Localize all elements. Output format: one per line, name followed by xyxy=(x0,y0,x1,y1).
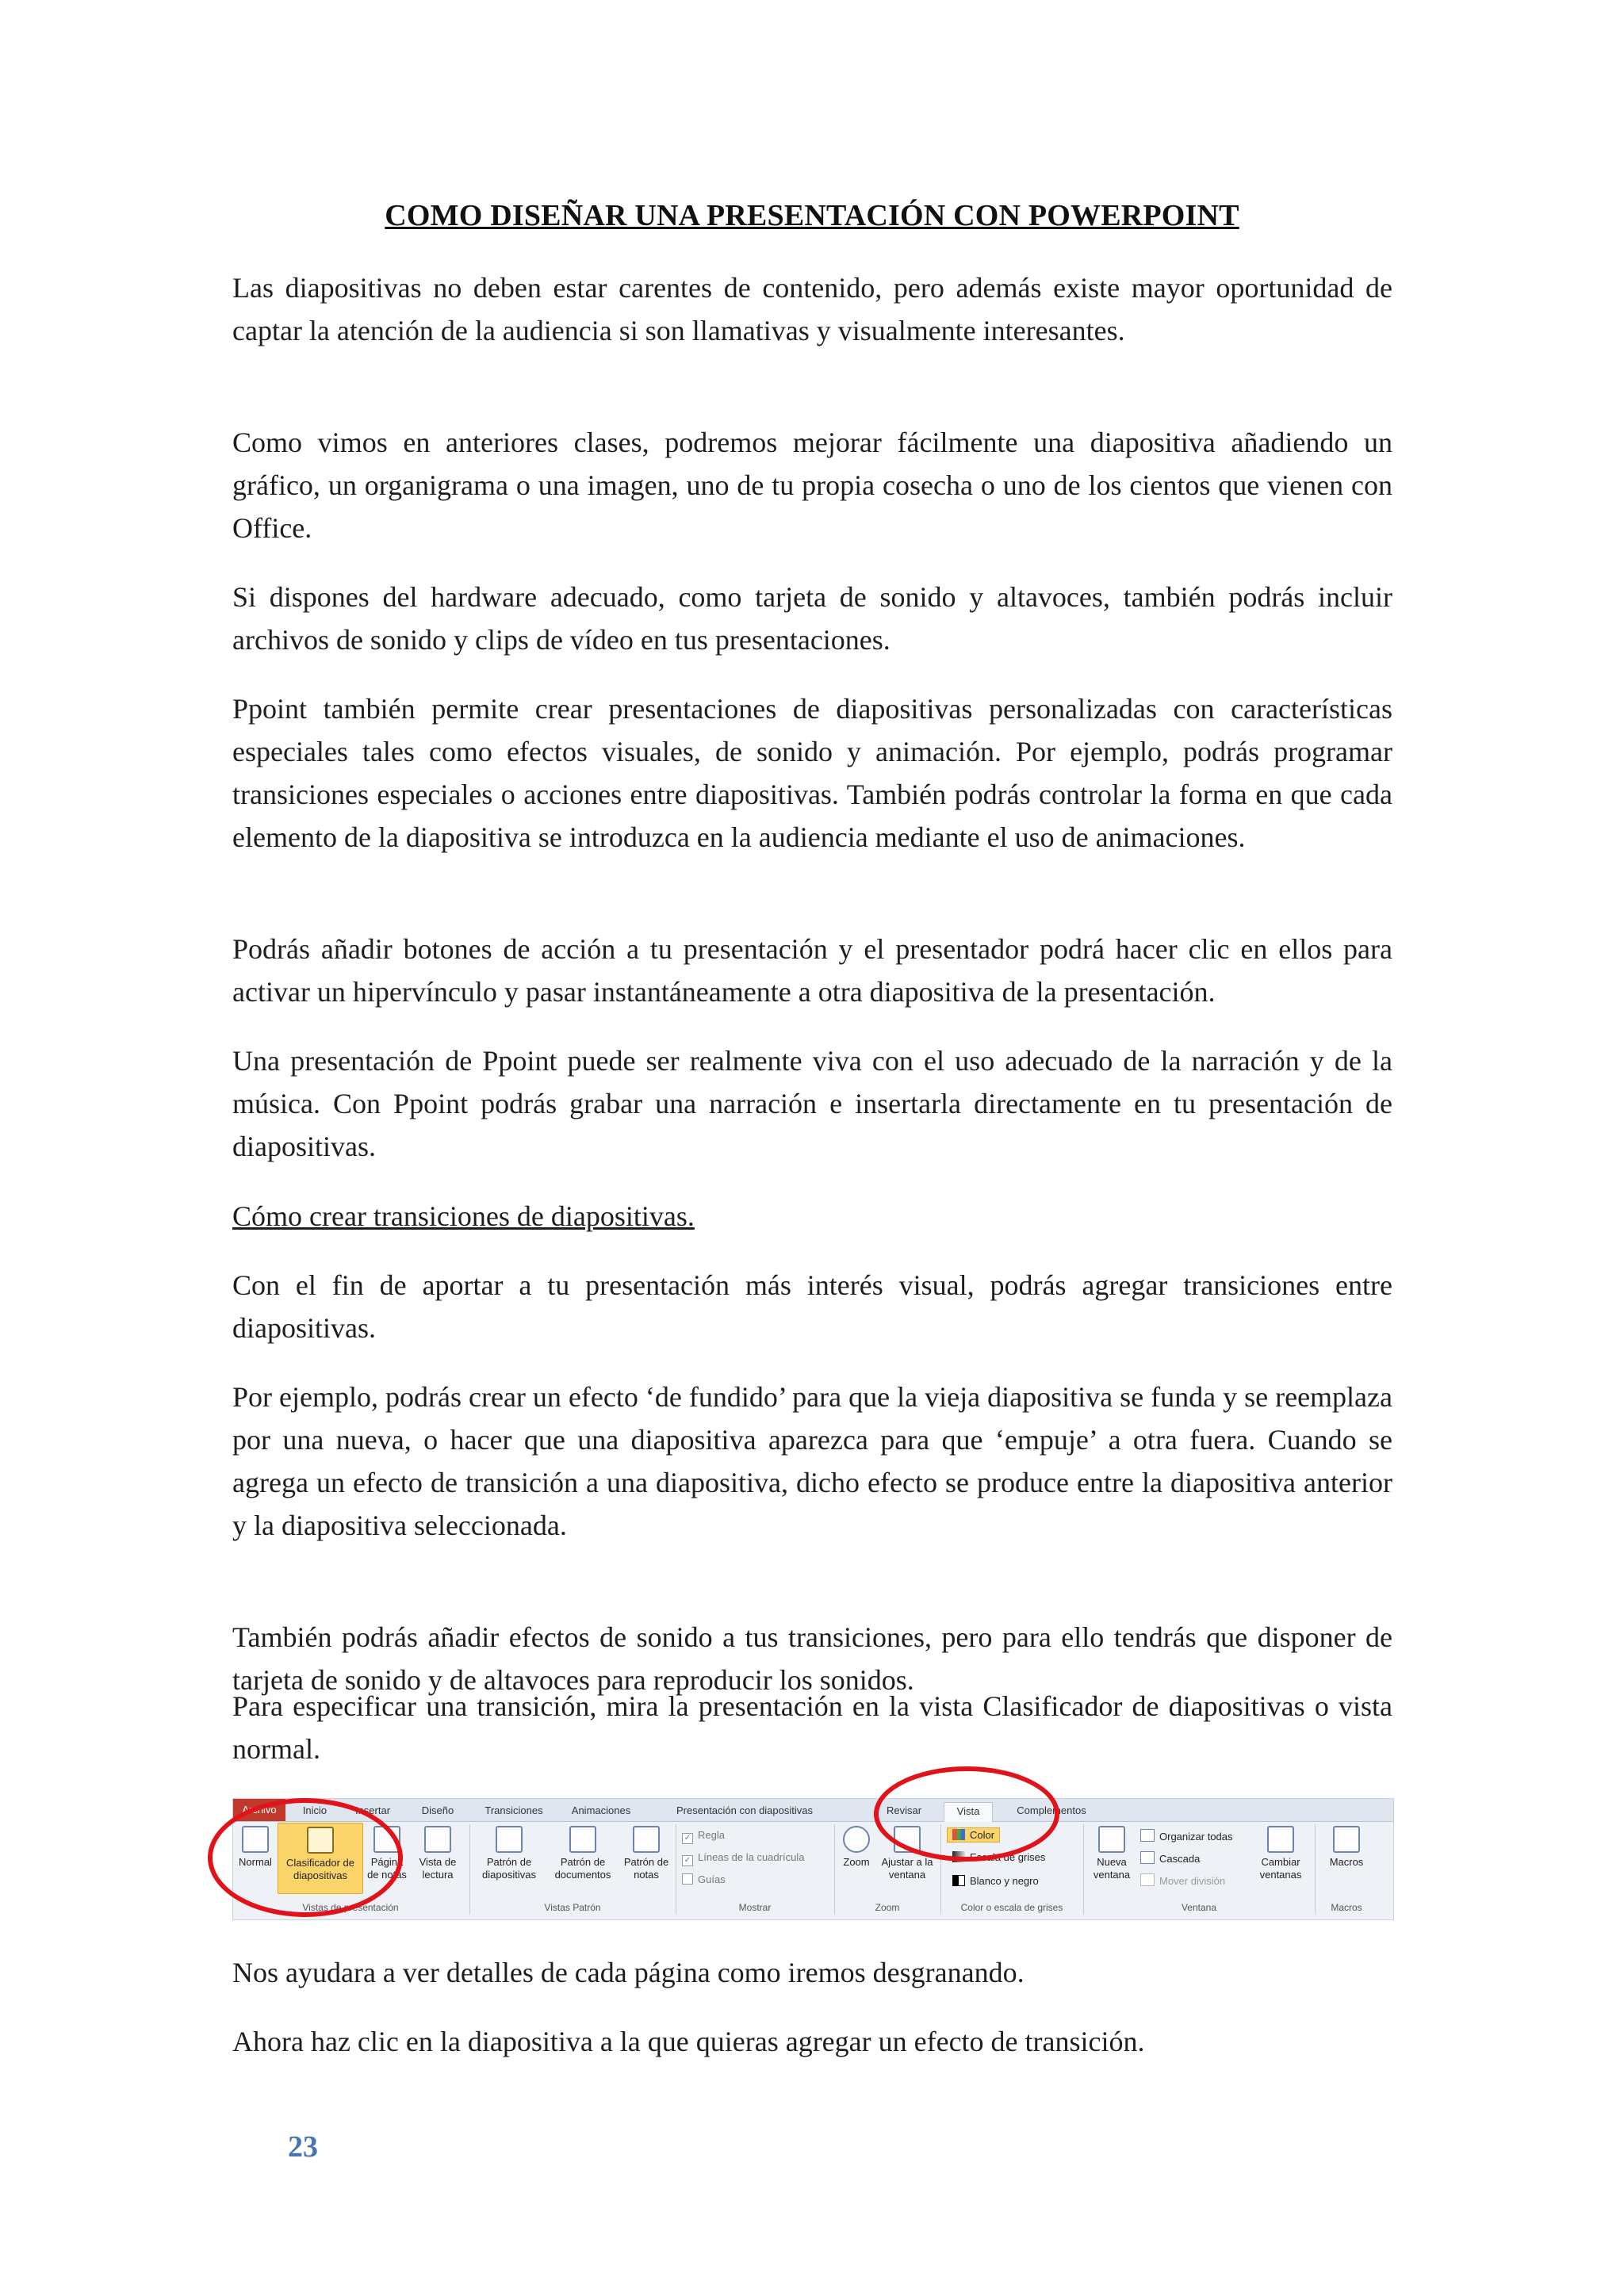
cascade-icon xyxy=(1140,1851,1155,1864)
cascade-option[interactable]: Cascada xyxy=(1140,1851,1200,1865)
reading-view-button[interactable]: Vista de lectura xyxy=(411,1826,465,1881)
group-separator xyxy=(469,1824,470,1915)
group-label-zoom: Zoom xyxy=(875,1902,900,1913)
tab-animaciones[interactable]: Animaciones xyxy=(571,1804,631,1816)
guides-checkbox[interactable]: Guías xyxy=(682,1873,726,1885)
paragraph: Para especificar una transición, mira la presentación en la vista Clasificador de diapositivas o vista normal. xyxy=(232,1690,1392,1765)
grayscale-option[interactable]: Escala de grises xyxy=(952,1851,1045,1863)
ribbon-tabs xyxy=(233,1799,1393,1822)
new-window-icon xyxy=(1098,1826,1125,1853)
paragraph: Podrás añadir botones de acción a tu presentación y el presentador podrá hacer clic en ellos para activar un hipervínculo y pasar instantáneamente a otra diapositiva de la presentación. xyxy=(232,933,1392,1008)
tab-inicio[interactable]: Inicio xyxy=(302,1804,327,1816)
move-split-icon xyxy=(1140,1873,1155,1886)
macros-button[interactable]: Macros xyxy=(1323,1826,1370,1869)
tab-revisar[interactable]: Revisar xyxy=(886,1804,922,1816)
fit-window-button[interactable]: Ajustar a la ventana xyxy=(877,1826,937,1881)
tab-transiciones[interactable]: Transiciones xyxy=(485,1804,543,1816)
checkbox-checked-icon: ✓ xyxy=(682,1855,693,1866)
ribbon-screenshot xyxy=(232,1798,1394,1920)
move-split-option: Mover división xyxy=(1140,1873,1225,1887)
checkbox-checked-icon: ✓ xyxy=(682,1833,693,1844)
notes-master-button[interactable]: Patrón de notas xyxy=(620,1826,672,1881)
paragraph: Por ejemplo, podrás crear un efecto ‘de fundido’ para que la vieja diapositiva se funda y se reemplaza por una nueva, o hacer que una diapositiva aparezca para que ‘empuje’ a otra fuera. Cuando se agrega un efecto de transición a una diapositiva, dicho efecto se produce entre la diapositiva anterior y la diapositiva seleccionada. xyxy=(232,1381,1392,1541)
arrange-all-icon xyxy=(1140,1829,1155,1842)
paragraph: Nos ayudara a ver detalles de cada página como iremos desgranando. xyxy=(232,1957,1025,1988)
ruler-checkbox[interactable]: ✓ Regla xyxy=(682,1829,725,1844)
group-separator xyxy=(1083,1824,1084,1915)
highlight-circle xyxy=(208,1798,403,1917)
section-subheading: Cómo crear transiciones de diapositivas. xyxy=(232,1200,695,1232)
paragraph: También podrás añadir efectos de sonido a tus transiciones, pero para ello tendrás que disponer de tarjeta de sonido y de altavoces para reproducir los sonidos. xyxy=(232,1621,1392,1696)
tab-archivo[interactable]: Archivo xyxy=(233,1799,285,1821)
handout-master-button[interactable]: Patrón de documentos xyxy=(547,1826,619,1881)
normal-view-button[interactable]: Normal xyxy=(235,1826,276,1869)
paragraph: Como vimos en anteriores clases, podremos mejorar fácilmente una diapositiva añadiendo un gráfico, un organigrama o una imagen, uno de tu propia cosecha o uno de los cientos que vienen con Office. xyxy=(232,427,1392,544)
highlight-circle xyxy=(874,1766,1059,1862)
macros-icon xyxy=(1333,1826,1360,1853)
switch-windows-icon xyxy=(1267,1826,1294,1853)
color-option[interactable]: Color xyxy=(947,1827,1000,1843)
checkbox-unchecked-icon xyxy=(682,1873,693,1885)
group-label-vistas: Vistas de presentación xyxy=(302,1902,399,1913)
new-window-button[interactable]: Nueva ventana xyxy=(1088,1826,1136,1881)
reading-view-icon xyxy=(424,1826,451,1853)
group-label-macros: Macros xyxy=(1331,1902,1362,1913)
tab-presentacion[interactable]: Presentación con diapositivas xyxy=(676,1804,813,1816)
paragraph: Ahora haz clic en la diapositiva a la que quieras agregar un efecto de transición. xyxy=(232,2026,1145,2057)
tab-complementos[interactable]: Complementos xyxy=(1017,1804,1086,1816)
document-title: COMO DISEÑAR UNA PRESENTACIÓN CON POWERPOINT xyxy=(385,199,1239,232)
paragraph: Ppoint también permite crear presentaciones de diapositivas personalizadas con características especiales tales como efectos visuales, de sonido y animación. Por ejemplo, podrás programar transiciones especiales o acciones entre diapositivas. También podrás controlar la forma en que cada elemento de la diapositiva se introduzca en la audiencia mediante el uso de animaciones. xyxy=(232,693,1392,853)
notes-master-icon xyxy=(633,1826,660,1853)
tab-vista[interactable]: Vista xyxy=(944,1802,993,1822)
group-separator xyxy=(1315,1824,1316,1915)
page-number: 23 xyxy=(288,2130,318,2164)
magnifier-icon xyxy=(843,1826,870,1853)
gridlines-checkbox[interactable]: ✓ Líneas de la cuadrícula xyxy=(682,1851,804,1866)
black-white-option[interactable]: Blanco y negro xyxy=(952,1875,1039,1887)
slide-master-icon xyxy=(496,1826,523,1853)
paragraph: Una presentación de Ppoint puede ser realmente viva con el uso adecuado de la narración y de la música. Con Ppoint podrás grabar una narración e insertarla directamente en tu presentación de diapositivas. xyxy=(232,1045,1392,1162)
paragraph: Si dispones del hardware adecuado, como tarjeta de sonido y altavoces, también podrás incluir archivos de sonido y clips de vídeo en tus presentaciones. xyxy=(232,581,1392,656)
slide-master-button[interactable]: Patrón de diapositivas xyxy=(474,1826,544,1881)
tab-diseno[interactable]: Diseño xyxy=(421,1804,454,1816)
group-separator xyxy=(834,1824,835,1915)
group-label-ventana: Ventana xyxy=(1181,1902,1217,1913)
handout-master-icon xyxy=(569,1826,596,1853)
black-white-swatch-icon xyxy=(952,1875,965,1886)
switch-windows-button[interactable]: Cambiar ventanas xyxy=(1251,1826,1310,1881)
arrange-all-option[interactable]: Organizar todas xyxy=(1140,1829,1233,1843)
group-label-mostrar: Mostrar xyxy=(738,1902,772,1913)
paragraph: Las diapositivas no deben estar carentes de contenido, pero además existe mayor oportunidad de captar la atención de la audiencia si son llamativas y visualmente interesantes. xyxy=(232,272,1392,346)
paragraph: Con el fin de aportar a tu presentación más interés visual, podrás agregar transiciones entre diapositivas. xyxy=(232,1269,1392,1344)
notes-page-button[interactable]: Página de notas xyxy=(366,1826,408,1881)
group-label-patron: Vistas Patrón xyxy=(544,1902,601,1913)
group-label-color: Color o escala de grises xyxy=(960,1902,1063,1913)
tab-insertar[interactable]: Insertar xyxy=(354,1804,391,1816)
zoom-button[interactable]: Zoom xyxy=(837,1826,875,1869)
slide-sorter-button[interactable]: Clasificador de diapositivas xyxy=(278,1823,363,1894)
